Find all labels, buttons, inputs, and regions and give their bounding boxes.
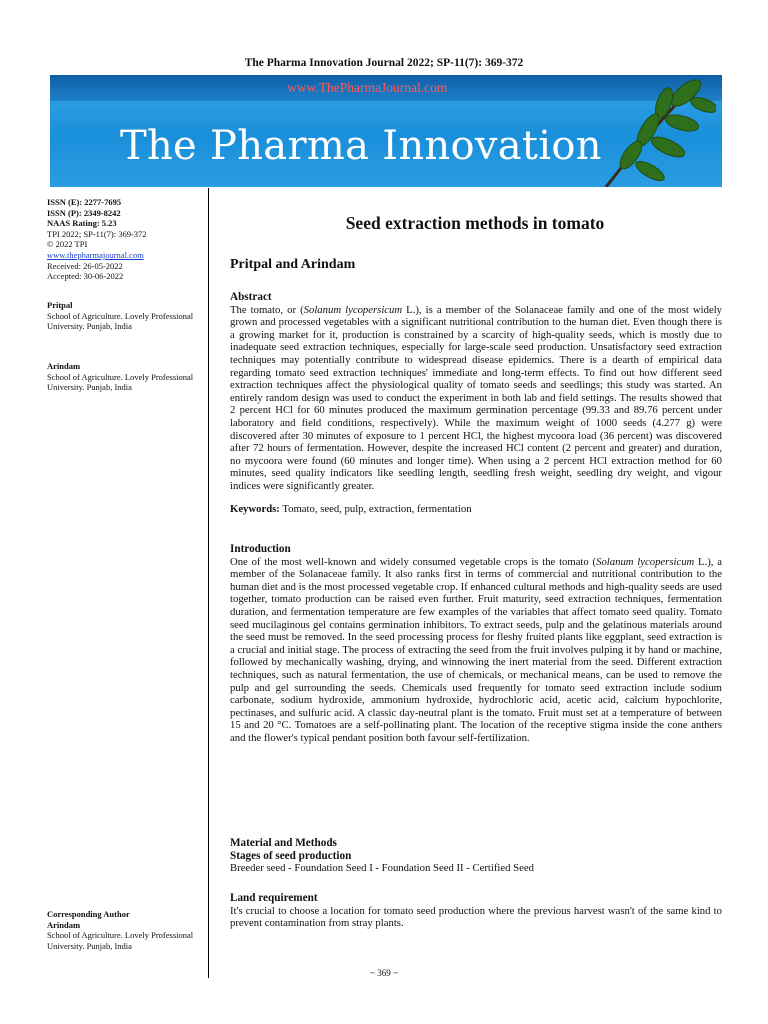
abstract-section	[230, 291, 722, 515]
author1-info	[47, 300, 205, 332]
copyright: © 2022 TPI	[47, 239, 88, 250]
journal-citation-line: The Pharma Innovation Journal 2022; SP-11(7): 369-372	[244, 57, 524, 69]
journal-banner	[50, 75, 722, 187]
abstract-text: The tomato, or (Solanum lycopersicum L.), is a member of the Solanaceae family and one of the most widely grown and processed vegetables with a significant nutritional contribution to the human diet. Even though there is a growing market for it, production is constrained by a scarcity of high-quality seeds, which is mostly due to inadequate seed extraction techniques, especially for large-scale seed production. Unsatisfactory seed extraction techniques may potentially contribute to widespread disease epidemics. There is a dearth of empirical data regarding tomato seed extraction techniques' immediate and long-term effects. To find out how different seed extraction techniques affect the physiological quality of tomato seeds and seedlings; this study was started. An entirely random design was used to conduct the experiment in both lab and field settings. The results showed that 2 percent HCl for 60 minutes produced the maximum germination percentage (99.33 and 89.76 percent under laboratory and field conditions, respectively). While the maximum weight of 1000 seeds (4.277 g) were discovered after 30 minutes of exposure to 1 percent HCl, the highest mycoora load (36 percent) was discovered after 72 hours of fermentation. However, despite the increased HCl content (2 percent and greater) and duration, no mycoora were found (60 minutes and longer time). When using a 2 percent HCl extraction method for 60 minutes, seed quality indicators like seedling length, seedling fresh weight, seedling dry weight, and vigour indices were significantly greater.	[230, 303, 723, 492]
journal-website-link[interactable]: www.thepharmajournal.com	[47, 249, 144, 260]
issn-p: ISSN (P): 2349-8242	[47, 207, 121, 218]
accepted-date: Accepted: 30-06-2022	[47, 271, 124, 282]
author2-info	[47, 361, 205, 393]
article-title: Seed extraction methods in tomato	[345, 213, 605, 233]
page-number: ~ 369 ~	[370, 968, 398, 978]
author2-affiliation: School of Agriculture. Lovely Professional University. Punjab, India	[47, 371, 194, 393]
naas-rating: NAAS Rating: 5.23	[47, 218, 117, 229]
stages-text: Breeder seed - Foundation Seed I - Foundation Seed II - Certified Seed	[230, 862, 534, 875]
author1-name: Pritpal	[47, 300, 73, 310]
column-divider	[208, 188, 209, 978]
introduction-text: One of the most well-known and widely consumed vegetable crops is the tomato (Solanum lycopersicum L.), a member of the Solanaceae family. It also ranks first in terms of commercial and nutritional contribution to the human diet and is the most processed vegetable crop. If enhanced cultural methods and high-quality seeds are used together, tomato production can be raised even further. Fruit maturity, seed extraction techniques, fermentation duration, and fermentation temperature are few examples of the variables that affect tomato seed quality. Tomato seed mucilaginous gel contains germination inhibitors. To extract seeds, pulp and the gelatinous materials around the seed must be removed. In the seed processing process for fleshy fruited plants like eggplant, seed extraction is a crucial and initial stage. The process of extracting the seed from the fruit involves pulping it by hand or machine, followed by mechanically washing, drying, and winnowing the inert material from the seed. Different extraction techniques, such as natural fermentation, the use of chemicals, or mechanical means, can be used to remove the pulp and gel surrounding the seeds. Chemicals used frequently for tomato seed extraction include sodium carbonate, sodium hydroxide, ammonium hydroxide, hydrochloric acid, acetic acid, calcium hypochlorite, pectinases, and sulfuric acid. A classic day-neutral plant is the tomato. Fruit must set at a temperature of between 15 and 20 °C. Tomatoes are a self-pollinating plant. The location of the receptive stigma inside the cone anthers and the flower's typical pendant position both favour self-fertilization.	[230, 555, 722, 744]
abstract-heading: Abstract	[230, 291, 272, 303]
leaf-branch-icon	[586, 75, 716, 187]
article-authors: Pritpal and Arindam	[230, 257, 356, 272]
land-section	[230, 892, 722, 930]
keywords-line: Keywords: Tomato, seed, pulp, extraction, fermentation	[230, 502, 472, 515]
banner-title: The Pharma Innovation	[120, 123, 602, 169]
issn-e: ISSN (E): 2277-7695	[47, 197, 122, 207]
article-meta	[47, 197, 205, 282]
received-date: Received: 26-05-2022	[47, 260, 123, 271]
stages-heading: Stages of seed production	[230, 849, 352, 862]
methods-section	[230, 837, 722, 875]
corresponding-affiliation: School of Agriculture. Lovely Professional University. Punjab, India	[47, 930, 194, 951]
introduction-heading: Introduction	[230, 543, 291, 555]
methods-heading: Material and Methods	[230, 837, 337, 849]
author1-affiliation: School of Agriculture. Lovely Professional University. Punjab, India	[47, 310, 194, 332]
banner-url[interactable]: www.ThePharmaJournal.com	[287, 80, 448, 95]
author2-name: Arindam	[47, 361, 81, 371]
land-text: It's crucial to choose a location for tomato seed production where the previous harvest wasn't of the same kind to prevent contamination from stray plants.	[230, 904, 722, 930]
corresponding-label: Corresponding Author	[47, 909, 130, 919]
corresponding-name: Arindam	[47, 919, 81, 930]
land-heading: Land requirement	[230, 892, 318, 904]
tpi-citation: TPI 2022; SP-11(7): 369-372	[47, 228, 147, 239]
corresponding-author-info	[47, 909, 205, 951]
introduction-section	[230, 543, 722, 745]
